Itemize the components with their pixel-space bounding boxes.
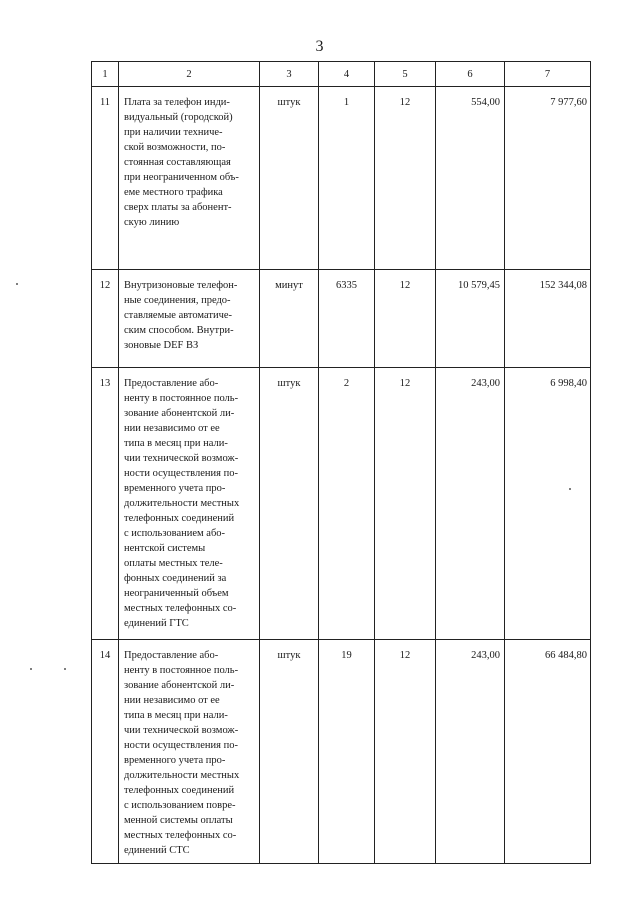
service-name-line: единений СТС — [124, 845, 190, 856]
service-name-line: нии независимо от ее — [124, 423, 220, 434]
scan-speck — [569, 488, 571, 490]
service-name-line: нии независимо от ее — [124, 695, 220, 706]
quantity-cell: 1 — [319, 87, 375, 270]
service-name-line: Предоставление або- — [124, 378, 219, 389]
col-header-4: 4 — [319, 62, 375, 87]
service-name-line: ности осуществления по- — [124, 468, 238, 479]
service-name-line: ности осуществления по- — [124, 740, 238, 751]
col-header-2: 2 — [119, 62, 260, 87]
total-cell: 7 977,60 — [505, 87, 591, 270]
service-name-line: ные соединения, предо- — [124, 295, 231, 306]
unit-cell: штук — [260, 87, 319, 270]
service-name-line: Предоставление або- — [124, 650, 219, 661]
service-name-line: телефонных соединений — [124, 785, 235, 796]
total-cell: 152 344,08 — [505, 270, 591, 368]
col-header-6: 6 — [436, 62, 505, 87]
quantity-cell: 2 — [319, 368, 375, 640]
service-name-line: телефонных соединений — [124, 513, 235, 524]
service-name-line: местных телефонных со- — [124, 603, 237, 614]
service-name-line: при неограниченном объ- — [124, 172, 239, 183]
service-name — [119, 368, 260, 640]
service-name-line: скую линию — [124, 217, 180, 228]
unit-cell: штук — [260, 368, 319, 640]
service-name-line: должительности местных — [124, 498, 240, 509]
service-name-line: ставляемые автоматиче- — [124, 310, 233, 321]
service-name-line: при наличии техниче- — [124, 127, 223, 138]
service-name-line: типа в месяц при нали- — [124, 710, 228, 721]
service-name — [119, 270, 260, 368]
service-name-line: чии технической возмож- — [124, 725, 239, 736]
service-name-line: должительности местных — [124, 770, 240, 781]
service-name-line: Плата за телефон инди- — [124, 97, 230, 108]
months-cell: 12 — [375, 87, 436, 270]
service-name-line: менной системы оплаты — [124, 815, 233, 826]
col-header-3: 3 — [260, 62, 319, 87]
service-name-line: зоновые DEF ВЗ — [124, 340, 199, 351]
table-row — [92, 270, 591, 368]
col-header-1: 1 — [92, 62, 119, 87]
col-header-5: 5 — [375, 62, 436, 87]
service-name-line: фонных соединений за — [124, 573, 227, 584]
service-name — [119, 640, 260, 864]
table-row — [92, 87, 591, 270]
scan-speck — [30, 668, 32, 670]
table-header-row — [92, 62, 591, 87]
price-cell: 10 579,45 — [436, 270, 505, 368]
months-cell: 12 — [375, 640, 436, 864]
service-name-line: еме местного трафика — [124, 187, 223, 198]
col-header-7: 7 — [505, 62, 591, 87]
service-name-line: неограниченный объем — [124, 588, 229, 599]
service-name-line: с использованием повре- — [124, 800, 236, 811]
services-table — [91, 61, 591, 864]
price-cell: 243,00 — [436, 640, 505, 864]
service-name-line: оплаты местных теле- — [124, 558, 223, 569]
row-number: 14 — [92, 640, 119, 864]
months-cell: 12 — [375, 270, 436, 368]
total-cell: 6 998,40 — [505, 368, 591, 640]
service-name-line: сверх платы за абонент- — [124, 202, 232, 213]
quantity-cell: 19 — [319, 640, 375, 864]
service-name — [119, 87, 260, 270]
unit-cell: минут — [260, 270, 319, 368]
service-name-line: зование абонентской ли- — [124, 680, 235, 691]
scan-speck — [16, 283, 18, 285]
row-number: 12 — [92, 270, 119, 368]
row-number: 13 — [92, 368, 119, 640]
service-name-line: единений ГТС — [124, 618, 189, 629]
service-name-line: зование абонентской ли- — [124, 408, 235, 419]
total-cell: 66 484,80 — [505, 640, 591, 864]
price-cell: 243,00 — [436, 368, 505, 640]
service-name-line: временного учета про- — [124, 483, 226, 494]
service-name-line: типа в месяц при нали- — [124, 438, 228, 449]
service-name-line: временного учета про- — [124, 755, 226, 766]
table-row — [92, 640, 591, 864]
quantity-cell: 6335 — [319, 270, 375, 368]
service-name-line: ским способом. Внутри- — [124, 325, 234, 336]
service-name-line: видуальный (городской) — [124, 112, 233, 123]
service-name-line: чии технической возмож- — [124, 453, 239, 464]
price-cell: 554,00 — [436, 87, 505, 270]
service-name-line: ненту в постоянное поль- — [124, 393, 239, 404]
unit-cell: штук — [260, 640, 319, 864]
service-name-line: с использованием або- — [124, 528, 226, 539]
months-cell: 12 — [375, 368, 436, 640]
service-name-line: Внутризоновые телефон- — [124, 280, 238, 291]
row-number: 11 — [92, 87, 119, 270]
table-row — [92, 368, 591, 640]
page-number: 3 — [315, 38, 324, 55]
scan-speck — [64, 668, 66, 670]
service-name-line: стоянная составляющая — [124, 157, 231, 168]
service-name-line: местных телефонных со- — [124, 830, 237, 841]
service-name-line: ненту в постоянное поль- — [124, 665, 239, 676]
service-name-line: нентской системы — [124, 543, 206, 554]
service-name-line: ской возможности, по- — [124, 142, 226, 153]
